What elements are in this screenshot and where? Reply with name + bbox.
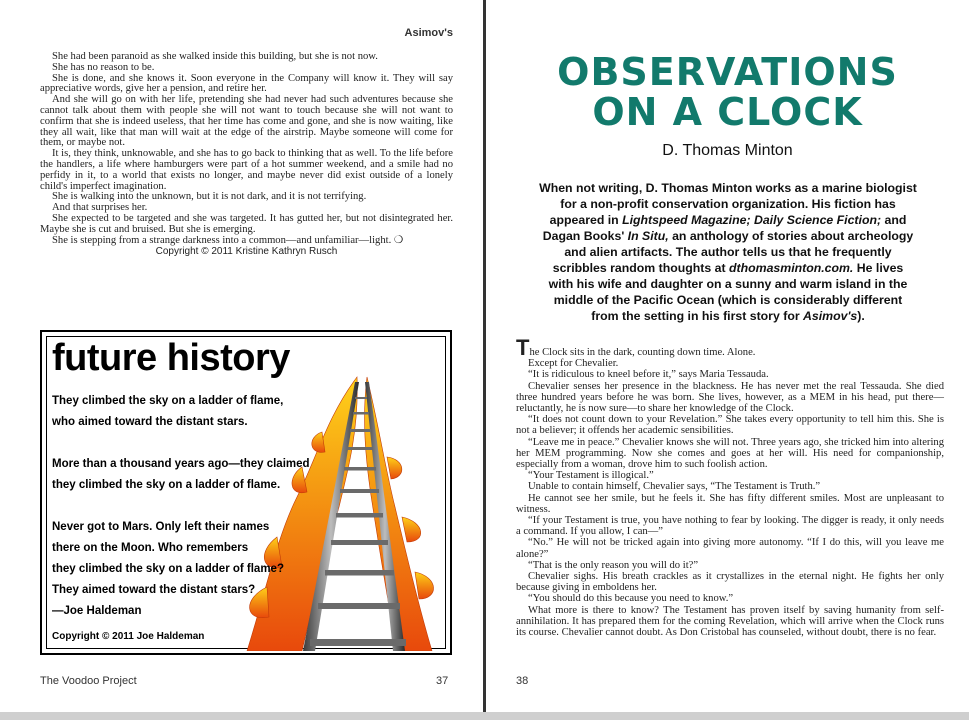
story-paragraph: Unable to contain himself, Chevalier says, “The Testament is Truth.” <box>528 481 821 493</box>
story-copyright: Copyright © 2011 Kristine Kathryn Rusch <box>155 246 338 258</box>
story-paragraph: The Clock sits in the dark, counting down time. Alone. <box>516 335 756 360</box>
story-paragraph: Except for Chevalier. <box>528 358 619 370</box>
poem-line: More than a thousand years ago—they claimed <box>52 458 310 470</box>
bio-publication: In Situ, <box>627 229 669 243</box>
poem-line: they climbed the sky on a ladder of flame. <box>52 479 281 491</box>
story-paragraph: It is, they think, unknowable, and she has to go back to thinking that as well. To the life before the handlers, a life where hamburgers were part of a hot summer weekend, and a smile had no perfidy in it, to a world that exists no longer, and maybe never did exist outside of a lonely child's imperfect imagination. <box>40 148 453 192</box>
story-title <box>486 52 969 132</box>
poem-line: who aimed toward the distant stars. <box>52 416 248 428</box>
story-paragraph: She has no reason to be. <box>52 61 155 73</box>
story-paragraph: “It does not count down to your Revelation.” She takes every opportunity to tell him this. She is not a believer; it offends her academic sensibilities. <box>516 414 944 437</box>
poem-inner-frame <box>46 336 446 649</box>
viewer-bottom-edge <box>0 712 969 720</box>
poem-line: there on the Moon. Who remembers <box>52 542 249 554</box>
story-paragraph: “Your Testament is illogical.” <box>528 470 654 482</box>
bio-publication: Asimov's <box>803 309 858 323</box>
story-title-line1: OBSERVATIONS <box>557 50 898 94</box>
bio-text: When not writing, D. Thomas Minton works as a marine biologist for a non-profit conservation organization. His fiction has appeared in <box>539 181 917 227</box>
poem-copyright: Copyright © 2011 Joe Haldeman <box>52 631 205 642</box>
story-paragraph: She is done, and she knows it. Soon everyone in the Company will know it. They will say appreciative words, give her a pension, and retire her. <box>40 72 453 95</box>
story-paragraph: “If your Testament is true, you have nothing to fear by looking. The digger is ready, it only needs a command. If you allow, I can—” <box>516 515 944 538</box>
bio-website: dthomasminton.com. <box>729 261 854 275</box>
story-body <box>516 335 944 639</box>
story-paragraph: “You should do this because you need to know.” <box>528 593 734 605</box>
drop-cap: T <box>516 335 530 360</box>
poem-line: they climbed the sky on a ladder of flame? <box>52 563 284 575</box>
story-paragraph: And that surprises her. <box>52 202 148 214</box>
left-page <box>0 0 483 720</box>
story-paragraph: He cannot see her smile, but he feels it. She has fifty different smiles. Most are unpleasant to witness. <box>516 492 944 515</box>
story-paragraph: She expected to be targeted and she was targeted. It has gutted her, but not disintegrated her. Maybe she is cut and bruised. But she is emerging. <box>40 212 453 235</box>
poem-text <box>52 391 312 647</box>
story-title-line2: ON A CLOCK <box>592 90 863 134</box>
poem-line: They aimed toward the distant stars? <box>52 584 256 596</box>
story-paragraph: “No.” He will not be tricked again into giving more autonomy. “If I do this, will you leave me alone?” <box>516 537 944 560</box>
bio-publication: Lightspeed Magazine; Daily Science Fiction; <box>622 213 882 227</box>
author-byline: D. Thomas Minton <box>662 142 793 159</box>
story-paragraph: “That is the only reason you will do it?” <box>528 559 699 571</box>
poem-title: future history <box>52 337 290 379</box>
story-paragraph: Chevalier sighs. His breath crackles as it crystallizes in the eternal night. He fights her only because giving in emboldens her. <box>516 571 944 594</box>
bio-text: an anthology of stories about archeology and alien artifacts. The author tells us that he frequently scribbles random thoughts at <box>552 229 914 275</box>
poem-author: —Joe Haldeman <box>52 605 142 617</box>
running-head: Asimov's <box>404 27 453 39</box>
page-number-right: 38 <box>516 675 529 687</box>
page-number-left: 37 <box>436 675 449 687</box>
poem-line: They climbed the sky on a ladder of flame, <box>52 395 284 407</box>
bio-text: He lives with his wife and daughter on a sunny and warm island in the middle of the Pacific Ocean (which is considerably different from the setting in his first story for <box>548 261 908 323</box>
footer-title: The Voodoo Project <box>40 675 137 687</box>
story-paragraph: And she will go on with her life, pretending she had never had such adventures because she cannot talk about them with people she will not want to touch because she will not want to confirm that she is indeed useless, that her time has come and gone, and she is now waiting, like they all wait, like that man will wait at the edge of the airstrip. Maybe someone will come for them, or maybe not. <box>40 94 453 149</box>
story-paragraph: She is stepping from a strange darkness into a common—and unfamiliar—light. ❍ <box>52 234 404 246</box>
poem-stanza-break <box>52 433 312 454</box>
bio-text: and Dagan Books' <box>542 213 907 243</box>
poem-stanza-break <box>52 496 312 517</box>
poem-box <box>40 330 452 655</box>
story-paragraph: “Leave me in peace.” Chevalier knows she will not. Three years ago, she tricked him into altering her MEM programming. Now she comes and goes at her will. His need for companionship, especially from a woman, drove him to such foolish action. <box>516 436 944 471</box>
author-bio <box>539 180 917 324</box>
story-paragraph: She is walking into the unknown, but it is not dark, and it is not terrifying. <box>52 191 367 203</box>
poem-line: Never got to Mars. Only left their names <box>52 521 270 533</box>
story-paragraph: “It is ridiculous to kneel before it,” says Maria Tessauda. <box>528 369 769 381</box>
bio-text: ). <box>857 309 865 323</box>
story-paragraph: Chevalier senses her presence in the blackness. He has never met the real Tessauda. She died three hundred years before he was born. She lives, however, as a MEM in his head, put there—reluctantly, he is now sure—to share her knowledge of the Clock. <box>516 380 944 415</box>
story-conclusion <box>40 52 453 258</box>
story-paragraph: She had been paranoid as she walked inside this building, but she is not now. <box>52 51 378 62</box>
story-paragraph: What more is there to know? The Testament has proven itself by saving humanity from self-annihilation. It has prepared them for the coming Revelation, which will arrive when the Clock runs its course. Chevalier cannot doubt. As Don Cristobal has counseled, without doubt, there is no fear. <box>516 604 944 639</box>
right-page <box>486 0 969 720</box>
